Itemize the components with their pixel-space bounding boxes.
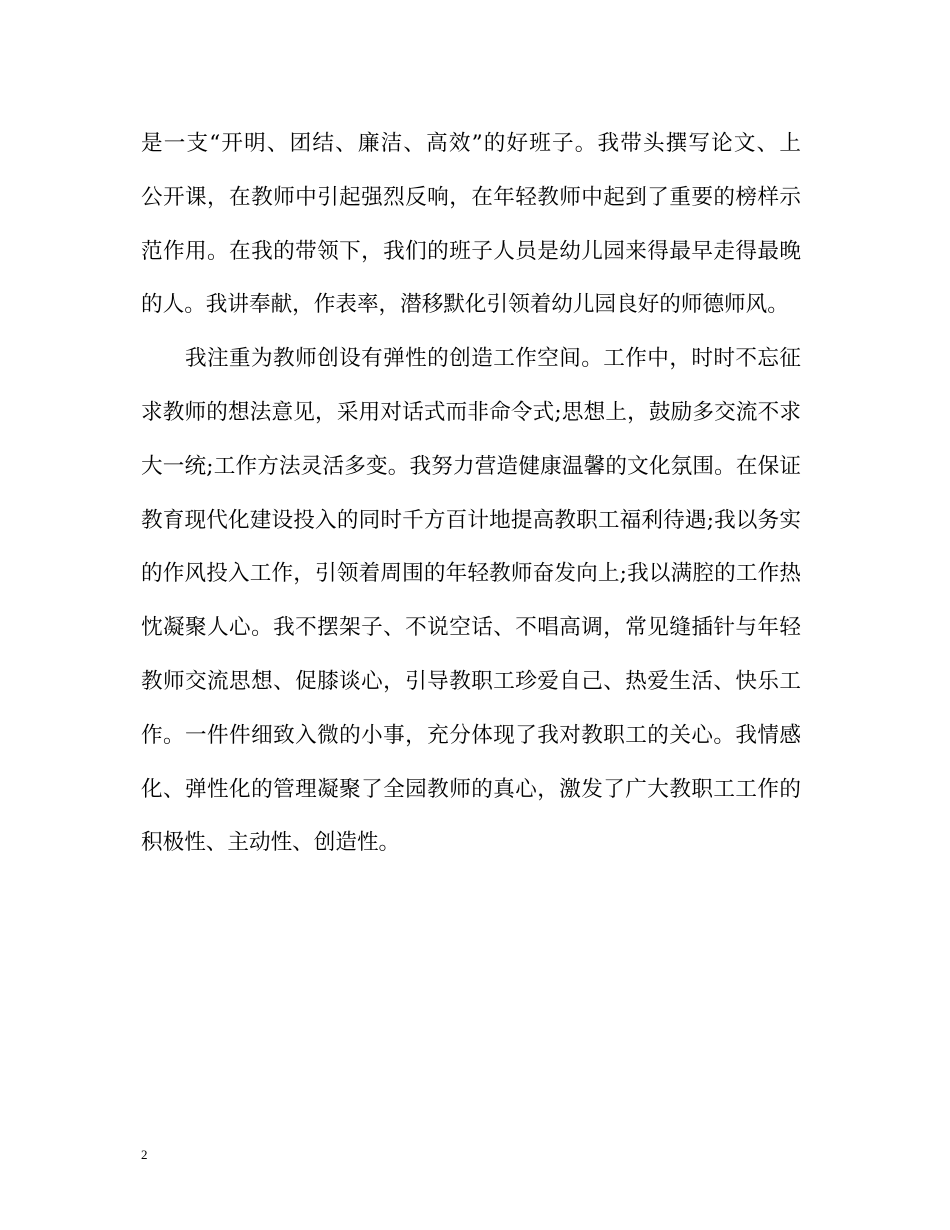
body-text <box>141 122 801 875</box>
text-line: 的作风投入工作，引领着周围的年轻教师奋发向上;我以满腔的工作热 <box>141 561 801 587</box>
text-line: 求教师的想法意见，采用对话式而非命令式;思想上，鼓励多交流不求 <box>141 399 801 425</box>
text-line: 大一统;工作方法灵活多变。我努力营造健康温馨的文化氛围。在保证 <box>141 453 801 479</box>
text-line: 化、弹性化的管理凝聚了全园教师的真心，激发了广大教职工工作的 <box>141 776 801 802</box>
text-line: 积极性、主动性、创造性。 <box>141 830 401 856</box>
text-line: 教师交流思想、促膝谈心，引导教职工珍爱自己、热爱生活、快乐工 <box>141 668 801 694</box>
page-number: 2 <box>141 1147 148 1162</box>
paragraph-start-line: 我注重为教师创设有弹性的创造工作空间。工作中，时时不忘征 <box>185 346 801 372</box>
text-line: 是一支“开明、团结、廉洁、高效”的好班子。我带头撰写论文、上 <box>141 131 801 156</box>
text-line: 范作用。在我的带领下，我们的班子人员是幼儿园来得最早走得最晚 <box>141 238 801 264</box>
text-line: 的人。我讲奉献，作表率，潜移默化引领着幼儿园良好的师德师风。 <box>141 292 789 318</box>
text-line: 作。一件件细致入微的小事，充分体现了我对教职工的关心。我情感 <box>141 722 801 748</box>
text-line: 教育现代化建设投入的同时千方百计地提高教职工福利待遇;我以务实 <box>141 507 801 533</box>
text-line: 忱凝聚人心。我不摆架子、不说空话、不唱高调，常见缝插针与年轻 <box>141 615 801 641</box>
text-line: 公开课，在教师中引起强烈反响，在年轻教师中起到了重要的榜样示 <box>141 184 801 210</box>
